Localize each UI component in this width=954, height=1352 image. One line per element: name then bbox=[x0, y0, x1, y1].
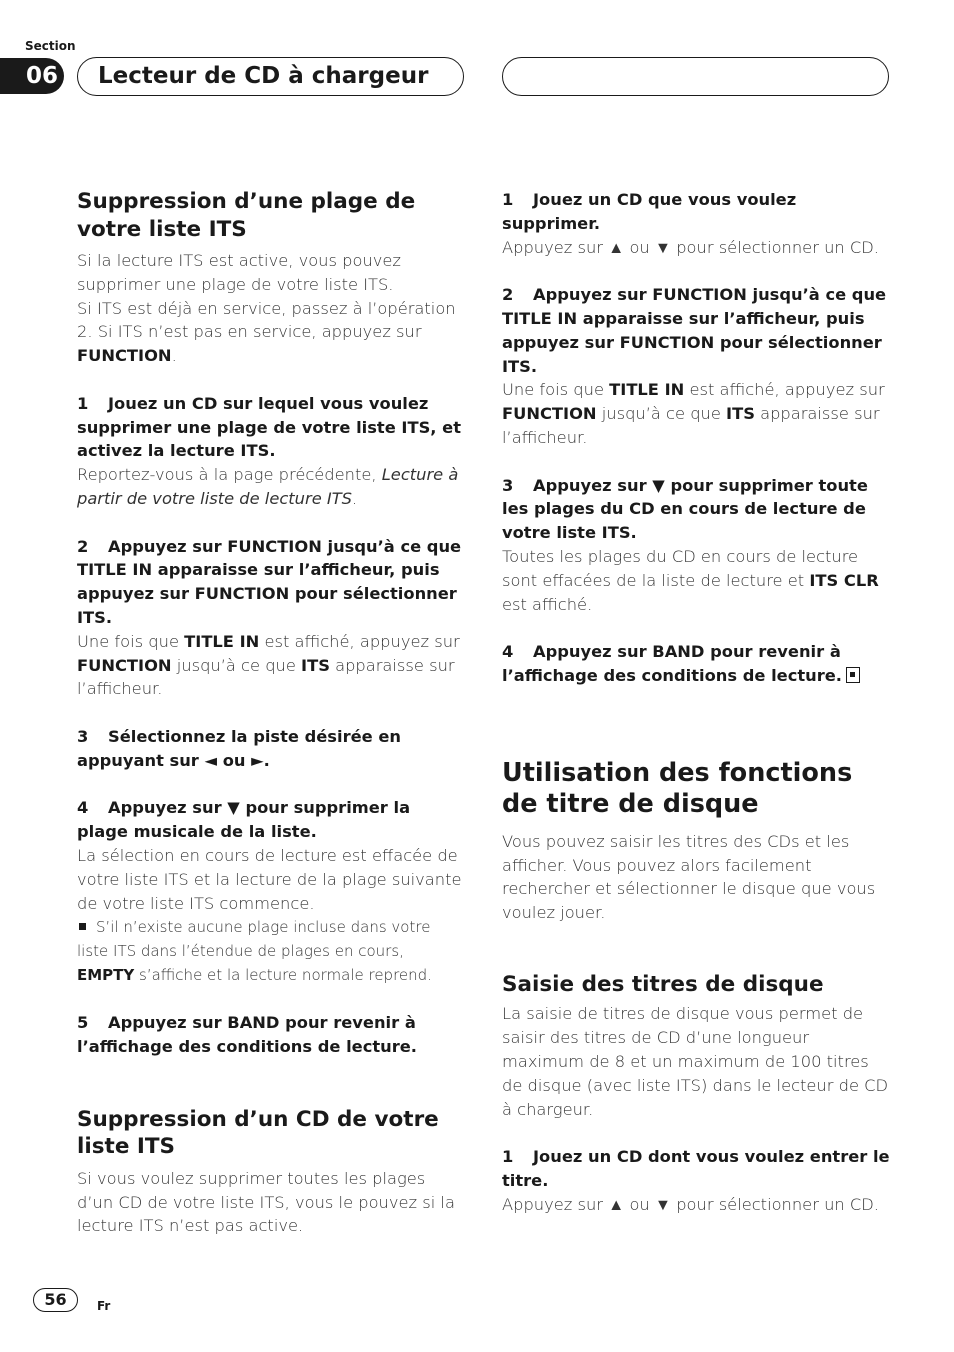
note-bullet-icon bbox=[79, 923, 86, 930]
right-step-1-text: Appuyez sur ▲ ou ▼ pour sélectionner un CD. bbox=[502, 237, 879, 257]
intro-paragraph-2: Si ITS est déjà en service, passez à l’opération 2. Si ITS n’est pas en service, appuyez sur FUNCTION. bbox=[77, 298, 456, 366]
end-of-section-icon bbox=[846, 667, 860, 683]
enter-step-1-title: 1 Jouez un CD dont vous voulez entrer le titre. bbox=[502, 1147, 890, 1190]
right-step-3-title: 3 Appuyez sur ▼ pour supprimer toute les plages du CD en cours de lecture de votre liste ITS. bbox=[502, 475, 868, 543]
right-column bbox=[502, 188, 890, 1217]
heading-remove-track: Suppression d’une plage de votre liste ITS bbox=[77, 189, 416, 242]
step-2-title: 2 Appuyez sur FUNCTION jusqu’à ce que TITLE IN apparaisse sur l’afficheur, puis appuyez sur FUNCTION pour sélectionner ITS. bbox=[77, 536, 462, 627]
enter-step-1-text: Appuyez sur ▲ ou ▼ pour sélectionner un CD. bbox=[502, 1194, 879, 1214]
step-4-note: S’il n’existe aucune plage incluse dans votre liste ITS dans l’étendue de plages en cours, EMPTY s’affiche et la lecture normale reprend. bbox=[77, 918, 432, 985]
heading-enter-title: Saisie des titres de disque bbox=[502, 971, 824, 997]
heading-disc-title: Utilisation des fonctions de titre de disque bbox=[502, 757, 853, 819]
step-1-text: Reportez-vous à la page précédente, Lecture à partir de votre liste de lecture ITS. bbox=[77, 465, 459, 508]
chapter-title: Lecteur de CD à chargeur bbox=[77, 57, 464, 96]
page-number: 56 bbox=[33, 1288, 78, 1312]
disc-title-paragraph: Vous pouvez saisir les titres des CDs et les afficher. Vous pouvez alors facilement rechercher et sélectionner le disque que vous voulez jouer. bbox=[502, 831, 876, 923]
section-number-badge: 06 bbox=[0, 58, 64, 94]
right-step-3-text: Toutes les plages du CD en cours de lecture sont effacées de la liste de lecture et ITS CLR est affiché. bbox=[502, 546, 879, 614]
language-code: Fr bbox=[97, 1299, 111, 1313]
right-step-2-title: 2 Appuyez sur FUNCTION jusqu’à ce que TITLE IN apparaisse sur l’afficheur, puis appuyez sur FUNCTION pour sélectionner ITS. bbox=[502, 285, 887, 376]
right-step-4-title: 4 Appuyez sur BAND pour revenir à l’affichage des conditions de lecture. bbox=[502, 640, 890, 688]
remove-cd-paragraph: Si vous voulez supprimer toutes les plages d’un CD de votre liste ITS, vous le pouvez si la lecture ITS n’est pas active. bbox=[77, 1168, 455, 1236]
intro-paragraph: Si la lecture ITS est active, vous pouvez supprimer une plage de votre liste ITS. bbox=[77, 251, 401, 294]
right-step-1-title: 1 Jouez un CD que vous voulez supprimer. bbox=[502, 190, 797, 233]
step-4-title: 4 Appuyez sur ▼ pour supprimer la plage musicale de la liste. bbox=[77, 798, 411, 842]
step-4-text: La sélection en cours de lecture est effacée de votre liste ITS et la lecture de la plage suivante de votre liste ITS commence. bbox=[77, 845, 462, 913]
enter-title-paragraph: La saisie de titres de disque vous permet de saisir des titres de CD d’une longueur maximum de 8 et un maximum de 100 titres de disque (avec liste ITS) dans le lecteur de CD à chargeur. bbox=[502, 1004, 889, 1119]
step-5-title: 5 Appuyez sur BAND pour revenir à l’affichage des conditions de lecture. bbox=[77, 1013, 417, 1056]
right-step-2-text: Une fois que TITLE IN est affiché, appuyez sur FUNCTION jusqu’à ce que ITS apparaisse sur l’afficheur. bbox=[502, 380, 885, 447]
left-column bbox=[77, 188, 465, 1238]
step-1-title: 1 Jouez un CD sur lequel vous voulez supprimer une plage de votre liste ITS, et activez la lecture ITS. bbox=[77, 393, 461, 461]
step-3-title: 3 Sélectionnez la piste désirée en appuyant sur ◄ ou ►. bbox=[77, 726, 401, 770]
section-label: Section bbox=[25, 39, 76, 53]
empty-header-pill bbox=[502, 57, 889, 96]
heading-remove-cd: Suppression d’un CD de votre liste ITS bbox=[77, 1106, 439, 1160]
step-2-text: Une fois que TITLE IN est affiché, appuyez sur FUNCTION jusqu’à ce que ITS apparaisse sur l’afficheur. bbox=[77, 631, 460, 699]
